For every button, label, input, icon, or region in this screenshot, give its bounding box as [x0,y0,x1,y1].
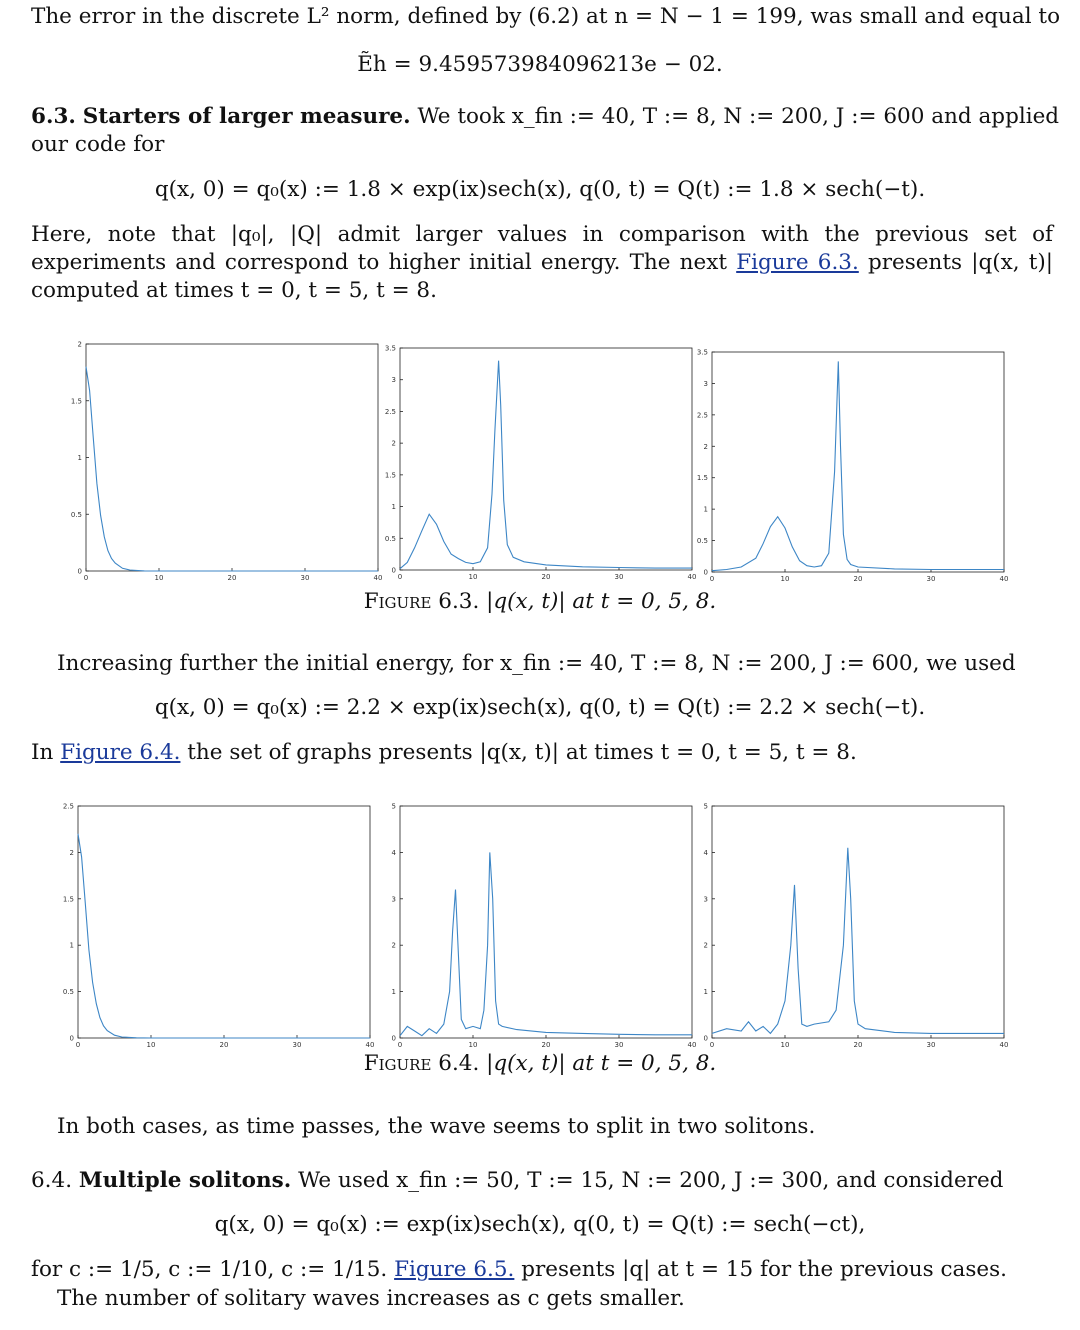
y-tick-label: 0 [703,568,708,577]
x-tick-label: 20 [219,1041,229,1049]
energy-text-a: Here, note that |q₀|, |Q| admit larger values in comparison with the previous set of experiments and correspond to higher initial energy. The next [31,222,1053,275]
section-6-4-heading [31,1167,1003,1195]
y-tick-label: 1.5 [62,895,74,904]
ref-text-a: In [31,740,54,765]
x-tick-label: 10 [780,1041,790,1049]
plot-svg [380,342,700,582]
x-tick-label: 0 [75,1041,81,1049]
plot-frame [712,352,1004,572]
amplitude-curve [78,834,370,1038]
figure-6-3-panel-2 [380,342,700,582]
figure-6-3-panel-3 [692,346,1012,584]
section-6-4-number: 6.4. [31,1168,73,1193]
x-tick-label: 30 [614,1041,624,1049]
y-tick-label: 1.5 [384,471,396,480]
x-tick-label: 0 [709,1041,715,1049]
x-tick-label: 20 [541,573,551,581]
y-tick-label: 0.5 [696,537,708,546]
plot-svg [692,800,1012,1050]
y-tick-label: 1.5 [70,397,82,406]
figure-6-4-panel-2 [380,800,700,1050]
figure-6-3-link[interactable]: Figure 6.3. [736,250,859,275]
section-6-3-title: Starters of larger measure. [82,104,411,129]
plot-svg [380,800,700,1050]
amplitude-curve [400,361,692,569]
y-tick-label: 0.5 [70,510,82,519]
y-tick-label: 0.5 [62,988,74,997]
x-tick-label: 20 [853,575,863,583]
intro-line [31,3,1060,31]
section-6-3-body-cont: our code for [31,132,165,157]
y-tick-label: 5 [391,802,396,811]
x-tick-label: 10 [154,574,164,582]
energy-text-c: t = 0, t = 5, t = 8. [240,278,437,303]
figure-6-5-link[interactable]: Figure 6.5. [394,1257,515,1282]
x-tick-label: 0 [397,573,403,581]
x-tick-label: 30 [926,1041,936,1049]
y-tick-label: 1 [391,503,396,512]
amplitude-curve [400,852,692,1035]
x-tick-label: 40 [687,1041,697,1049]
y-tick-label: 0 [391,566,396,575]
y-tick-label: 1.5 [696,474,708,483]
y-tick-label: 2 [703,941,708,950]
ref-text-b: the set of graphs presents |q(x, t)| at times t = 0, t = 5, t = 8. [187,740,857,765]
y-tick-label: 2 [69,848,74,857]
y-tick-label: 2 [391,439,396,448]
plot-svg [692,346,1012,584]
plot-frame [86,344,378,571]
y-tick-label: 0 [77,567,82,576]
amplitude-curve [712,848,1004,1034]
x-tick-label: 30 [292,1041,302,1049]
figure-6-4-panel-3 [692,800,1012,1050]
y-tick-label: 1 [69,941,74,950]
section-6-3-heading [31,103,1059,131]
x-tick-label: 10 [146,1041,156,1049]
c-values-text: for c := 1/5, c := 1/10, c := 1/15. [31,1257,388,1282]
figure-6-4-link[interactable]: Figure 6.4. [60,740,181,765]
y-tick-label: 2.5 [62,802,74,811]
y-tick-label: 4 [703,848,708,857]
y-tick-label: 0 [391,1034,396,1043]
y-tick-label: 4 [391,848,396,857]
y-tick-label: 2 [703,442,708,451]
figure-6-3-panel-1 [66,338,386,583]
plot-frame [712,806,1004,1038]
figure-6-3-label: Figure 6.3. [363,589,480,614]
y-tick-label: 5 [703,802,708,811]
intro-text-b: L² norm, defined by (6.2) at n = N − 1 = 199, was small and equal to [306,4,1061,29]
plot-frame [78,806,370,1038]
x-tick-label: 10 [780,575,790,583]
y-tick-label: 2.5 [696,411,708,420]
x-tick-label: 30 [614,573,624,581]
initial-condition-equation-3: q(x, 0) = q₀(x) := exp(ix)sech(x), q(0, t) = Q(t) := sech(−ct), [214,1212,866,1237]
section-6-3-number: 6.3. [31,104,76,129]
initial-condition-equation-1: q(x, 0) = q₀(x) := 1.8 × exp(ix)sech(x), q(0, t) = Q(t) := 1.8 × sech(−t). [154,177,926,202]
x-tick-label: 20 [853,1041,863,1049]
figure-6-3-caption [0,588,1080,616]
y-tick-label: 3 [703,895,708,904]
figure-6-5-reference [31,1256,1007,1284]
y-tick-label: 2 [77,340,82,349]
section-6-4-body: We used x_fin := 50, T := 15, N := 200, J := 300, and considered [298,1168,1004,1193]
conclusion-line: The number of solitary waves increases as c gets smaller. [57,1286,685,1311]
y-tick-label: 3 [391,895,396,904]
increasing-energy-line: Increasing further the initial energy, for x_fin := 40, T := 8, N := 200, J := 600, we used [57,651,1016,676]
y-tick-label: 1 [703,505,708,514]
y-tick-label: 3 [391,376,396,385]
x-tick-label: 0 [709,575,715,583]
solitons-summary: In both cases, as time passes, the wave seems to split in two solitons. [57,1114,816,1139]
x-tick-label: 20 [541,1041,551,1049]
section-6-3-body: We took x_fin := 40, T := 8, N := 200, J := 600 and applied [417,104,1060,129]
y-tick-label: 3.5 [696,348,708,357]
amplitude-curve [86,367,378,571]
x-tick-label: 0 [397,1041,403,1049]
y-tick-label: 1 [77,454,82,462]
y-tick-label: 0 [703,1034,708,1043]
figure-6-4-caption [0,1050,1080,1078]
figure-6-4-panel-1 [58,800,378,1050]
x-tick-label: 10 [468,573,478,581]
amplitude-curve [712,361,1004,570]
energy-text-b: presents |q(x, t)| computed at times [31,250,1054,303]
y-tick-label: 1 [703,988,708,997]
plot-frame [400,806,692,1038]
x-tick-label: 40 [365,1041,375,1049]
y-tick-label: 0.5 [384,534,396,543]
figure-6-3-caption-text: |q(x, t)| at t = 0, 5, 8. [486,589,717,614]
figure-6-4-label: Figure 6.4. [363,1051,480,1076]
x-tick-label: 30 [926,575,936,583]
error-equation: Ẽh = 9.459573984096213e − 02. [357,52,723,77]
x-tick-label: 40 [687,573,697,581]
y-tick-label: 3 [703,379,708,388]
x-tick-label: 30 [300,574,310,582]
x-tick-label: 40 [373,574,383,582]
plot-svg [58,800,378,1050]
energy-paragraph [31,221,1053,305]
figure-6-5-text: presents |q| at t = 15 for the previous cases. [521,1257,1007,1282]
x-tick-label: 20 [227,574,237,582]
plot-svg [66,338,386,583]
figure-6-4-reference [31,739,857,767]
initial-condition-equation-2: q(x, 0) = q₀(x) := 2.2 × exp(ix)sech(x), q(0, t) = Q(t) := 2.2 × sech(−t). [154,695,926,720]
x-tick-label: 40 [999,1041,1009,1049]
plot-frame [400,348,692,570]
x-tick-label: 40 [999,575,1009,583]
y-tick-label: 0 [69,1034,74,1043]
x-tick-label: 10 [468,1041,478,1049]
figure-6-4-caption-text: |q(x, t)| at t = 0, 5, 8. [486,1051,717,1076]
y-tick-label: 2 [391,941,396,950]
section-6-4-title: Multiple solitons. [78,1168,292,1193]
intro-text-a: The error in the discrete [31,4,307,29]
x-tick-label: 0 [83,574,89,582]
y-tick-label: 3.5 [384,344,396,353]
y-tick-label: 1 [391,988,396,997]
y-tick-label: 2.5 [384,407,396,416]
